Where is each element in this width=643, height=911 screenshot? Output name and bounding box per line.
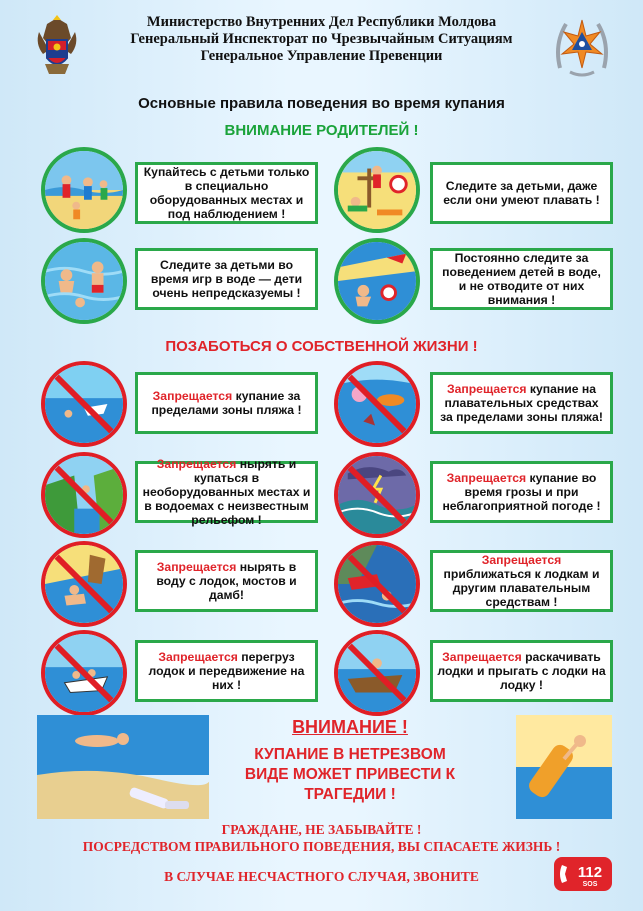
prohibition-sign-icon <box>41 361 127 447</box>
rule-box-2 <box>430 162 613 224</box>
header-line3: Генеральное Управление Превенции <box>200 48 443 64</box>
lifeguard-illustration <box>334 147 420 233</box>
warning-line1: КУПАНИЕ В НЕТРЕЗВОМ <box>254 746 446 763</box>
rule-text-3: Следите за детьми во время игр в воде — дети очень непредсказуемы ! <box>150 258 303 300</box>
forbidden-box-7 <box>135 640 318 702</box>
footer-line1: ГРАЖДАНЕ, НЕ ЗАБЫВАЙТЕ ! <box>221 822 422 837</box>
warning-line2: ВИДЕ МОЖЕТ ПРИВЕСТИ К <box>244 766 456 783</box>
rule-box-4 <box>430 248 613 310</box>
forbidden-text-3: нырять и купаться в необорудованных местах и в водоемах с неизвестным рельефом ! <box>142 457 311 527</box>
rule-box-3 <box>135 248 318 310</box>
prohibition-sign-icon <box>41 630 127 716</box>
prohibition-sign-icon <box>334 361 420 447</box>
rule-box-1 <box>135 162 318 224</box>
prohibition-sign-icon <box>334 452 420 538</box>
forbidden-text-2: купание на плавательных средствах за пределами зоны пляжа! <box>440 382 603 424</box>
forbidden-text-5: нырять в воду с лодок, мостов и дамб! <box>156 560 297 602</box>
children-playing-illustration <box>41 238 127 324</box>
forbidden-box-8 <box>430 640 613 702</box>
parents-heading: ВНИМАНИЕ РОДИТЕЛЕЙ ! <box>224 122 419 139</box>
prohibited-label: Запрещается <box>446 471 527 485</box>
prohibited-label: Запрещается <box>158 650 238 664</box>
prohibited-label: Запрещается <box>442 650 522 664</box>
child-in-water-illustration <box>334 238 420 324</box>
prohibition-sign-icon <box>41 541 127 627</box>
forbidden-text-7: перегруз лодок и передвижение на них ! <box>148 650 305 692</box>
rule-text-2: Следите за детьми, даже если они умеют плавать ! <box>443 179 600 207</box>
ministry-header <box>0 14 643 65</box>
header-line2: Генеральный Инспекторат по Чрезвычайным Ситуациям <box>130 31 513 47</box>
beach-crowd-illustration <box>41 147 127 233</box>
forbidden-box-6 <box>430 550 613 612</box>
forbidden-box-3 <box>135 457 318 527</box>
prohibited-label: Запрещается <box>446 382 527 396</box>
header-line1: Министерство Внутренних Дел Республики Молдова <box>146 14 497 30</box>
emergency-service-emblem-icon <box>552 14 612 80</box>
forbidden-box-4 <box>430 461 613 523</box>
prohibition-sign-icon <box>41 452 127 538</box>
forbidden-box-2 <box>430 372 613 434</box>
prohibition-sign-icon <box>334 541 420 627</box>
footer-line2: ПОСРЕДСТВОМ ПРАВИЛЬНОГО ПОВЕДЕНИЯ, ВЫ СПАСАЕТЕ ЖИЗНЬ ! <box>82 839 561 854</box>
drunk-swimmer-illustration <box>37 715 209 819</box>
prohibited-label: Запрещается <box>481 553 562 567</box>
forbidden-text-1: купание за пределами зоны пляжа ! <box>151 389 302 417</box>
rule-text-4: Постоянно следите за поведением детей в воде, и не отводите от них внимания ! <box>442 251 601 307</box>
forbidden-text-8: раскачивать лодки и прыгать с лодки на лодку ! <box>437 650 606 692</box>
phone-number: 112 <box>577 864 603 881</box>
prohibited-label: Запрещается <box>156 457 237 471</box>
page-title: Основные правила поведения во время купания <box>138 95 505 112</box>
forbidden-box-1 <box>135 372 318 434</box>
prohibited-label: Запрещается <box>156 560 237 574</box>
forbidden-text-4: купание во время грозы и при неблагоприятной погоде ! <box>442 471 601 513</box>
rule-text-1: Купайтесь с детьми только в специально оборудованных местах и под наблюдением ! <box>143 165 310 221</box>
warning-text <box>220 745 480 805</box>
prohibited-label: Запрещается <box>152 389 233 403</box>
forbidden-text-6: приближаться к лодкам и другим плавательным средствам ! <box>443 567 600 609</box>
phone-sub-label: SOS <box>582 881 598 888</box>
phone-112-icon <box>554 857 612 891</box>
self-care-heading: ПОЗАБОТЬСЯ О СОБСТВЕННОЙ ЖИЗНИ ! <box>165 338 478 355</box>
warning-title: ВНИМАНИЕ ! <box>292 717 408 737</box>
warning-line3: ТРАГЕДИИ ! <box>304 786 396 803</box>
forbidden-box-5 <box>135 550 318 612</box>
footer-line3: В СЛУЧАЕ НЕСЧАСТНОГО СЛУЧАЯ, ЗВОНИТЕ <box>164 869 479 884</box>
prohibition-sign-icon <box>334 630 420 716</box>
bottle-in-water-illustration <box>516 715 612 819</box>
